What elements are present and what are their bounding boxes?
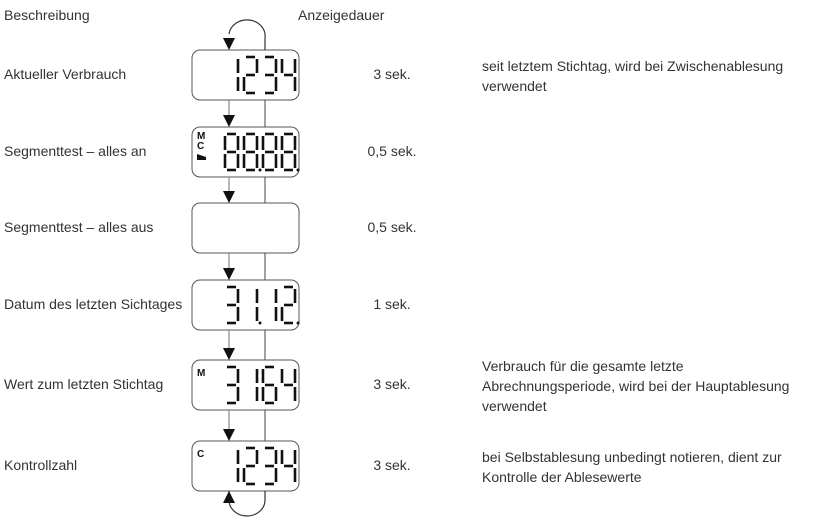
lcd-display [192,203,299,253]
display-duration: 0,5 sek. [367,143,417,159]
row-label: Aktueller Verbrauch [4,66,127,82]
arrow-head-icon [223,268,235,280]
lcd-display [192,360,299,410]
arrow-head-icon [223,429,235,441]
lcd-frame [192,360,299,410]
arrow-head-icon [223,191,235,203]
lcd-indicator-M: M [197,131,206,142]
lcd-decimal-point [259,322,262,325]
loop-back-arrow [229,20,265,50]
header-duration: Anzeigedauer [298,7,385,23]
row-label: Segmenttest – alles an [4,143,147,159]
lcd-indicator-M: M [197,368,206,379]
arrow-head-icon [223,38,235,50]
lcd-display [192,441,299,491]
arrow-head-icon [223,491,235,503]
lcd-frame [192,441,299,491]
row-label: Wert zum letzten Stichtag [4,376,164,392]
lcd-frame [192,203,299,253]
display-duration: 0,5 sek. [367,219,417,235]
lcd-frame [192,127,299,177]
arrow-head-icon [223,115,235,127]
row-note: seit letztem Stichtag, wird bei Zwischenablesung verwendet [482,58,784,94]
lcd-indicator-C: C [197,141,205,152]
lcd-display [192,280,300,330]
lcd-decimal-point [297,322,300,325]
display-duration: 1 sek. [373,296,411,312]
arrow-head-icon [223,348,235,360]
row-note: bei Selbstablesung unbedingt notieren, dient zur Kontrolle der Ablesewerte [482,449,782,485]
lcd-frame [192,50,299,100]
row-note: Verbrauch für die gesamte letzte Abrechnungsperiode, wird bei der Hauptablesung verwendet [482,358,790,414]
row-label: Datum des letzten Sichtages [4,296,183,312]
row-label: Kontrollzahl [4,457,78,473]
lcd-frame [192,280,299,330]
display-duration: 3 sek. [373,66,411,82]
display-duration: 3 sek. [373,457,411,473]
lcd-display [192,50,299,100]
lcd-decimal-point [259,169,262,172]
loop-back-arrow [229,491,265,516]
header-description: Beschreibung [4,7,90,23]
lcd-decimal-point [297,169,300,172]
row-label: Segmenttest – alles aus [4,219,154,235]
display-duration: 3 sek. [373,376,411,392]
lcd-display [192,127,300,177]
lcd-indicator-C: C [197,449,205,460]
